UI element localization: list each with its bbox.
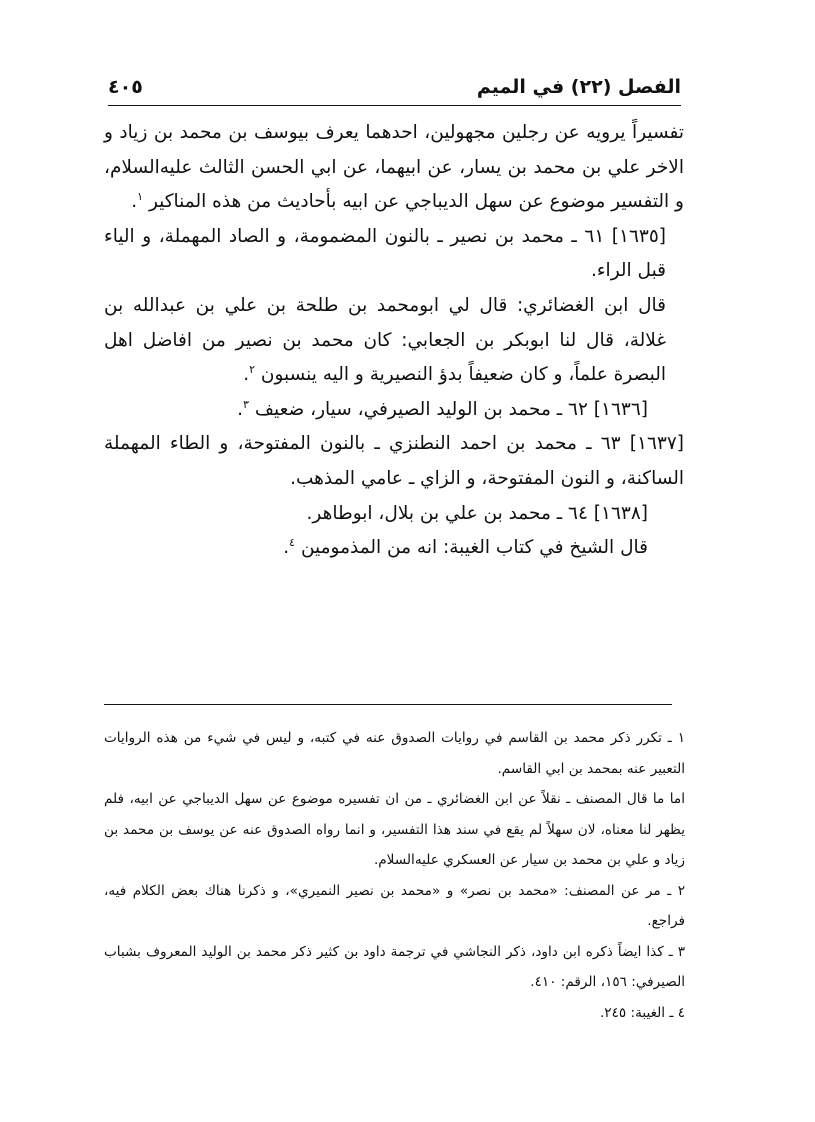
footnotes: [104, 723, 685, 1028]
paragraph-text: قال ابن الغضائري: قال لي ابومحمد بن طلحة بن علي بن عبدالله بن غلالة، قال لنا ابوبكر بن الجعابي: كان محمد بن نصير من افاضل اهل البصرة علماً، و كان ضعيفاً بدؤ النصيرية و اليه ينسبون: [104, 294, 666, 386]
paragraph: تفسيراً يرويه عن رجلين مجهولين، احدهما يعرف بيوسف بن محمد بن زياد و الاخر علي بن محمد بن يسار، عن ابيهما، عن ابي الحسن الثالث عليه‌السلام، و التفسير موضوع عن سهل الديباجي عن ابيه بأحاديث من هذه المناكير $^١$.: [104, 122, 684, 213]
entry-1638: [١٦٣٨] ٦٤ ـ محمد بن علي بن بلال، ابوطاهر.: [306, 502, 648, 524]
chapter-title: الفصل (٢٢) في الميم: [476, 76, 681, 98]
footnote-1: ١ ـ تكرر ذكر محمد بن القاسم في روايات الصدوق عنه في كتبه، و ليس في شيء من هذه الروايات التعبير عنه بمحمد بن ابي القاسم.: [104, 730, 685, 777]
footnote-1-continued: اما ما قال المصنف ـ نقلاً عن ابن الغضائري ـ من ان تفسيره موضوع عن سهل الديباجي عن ابيه، فلم يظهر لنا معناه، لان سهلاً لم يقع في سند هذا التفسير، و انما رواه الصدوق عنه عن يوسف بن محمد بن زياد و علي بن محمد بن سيار عن العسكري عليه‌السلام.: [104, 791, 685, 868]
main-text: [104, 116, 684, 566]
entry-1636: [١٦٣٦] ٦٢ ـ محمد بن الوليد الصيرفي، سيار، ضعيف $^٣$.: [237, 397, 648, 420]
page-header: [108, 72, 681, 106]
footnote-ref[interactable]: ٢: [249, 363, 255, 376]
footnote-separator: [104, 704, 672, 705]
footnote-ref[interactable]: ٣: [243, 397, 249, 411]
paragraph-text: قال الشيخ في كتاب الغيبة: انه من المذمومين: [300, 537, 648, 559]
entry-1635: [١٦٣٥] ٦١ ـ محمد بن نصير ـ بالنون المضمومة، و الصاد المهملة، و الياء قبل الراء.: [104, 225, 666, 282]
entry-text: [١٦٣٦] ٦٢ ـ محمد بن الوليد الصيرفي، سيار، ضعيف: [254, 398, 648, 420]
footnote-3: ٣ ـ كذا ايضاً ذكره ابن داود، ذكر النجاشي في ترجمة داود بن كثير ذكر محمد بن الوليد المعروف بشباب الصيرفي: ١٥٦، الرقم: ٤١٠.: [104, 943, 685, 990]
paragraph: قال ابن الغضائري: قال لي ابومحمد بن طلحة بن علي بن عبدالله بن غلالة، قال لنا ابوبكر بن الجعابي: كان محمد بن نصير من افاضل اهل البصرة علماً، و كان ضعيفاً بدؤ النصيرية و اليه ينسبون $^٢$.: [104, 294, 666, 386]
page-number: ٤٠٥: [108, 76, 143, 98]
footnote-ref[interactable]: ٤: [289, 535, 296, 549]
footnote-2: ٢ ـ مر عن المصنف: «محمد بن نصر» و «محمد بن نصير النميري»، و ذكرنا هناك بعض الكلام فيه، فراجع.: [104, 882, 685, 929]
footnote-4: ٤ ـ الغيبة: ٢٤٥.: [599, 1004, 685, 1021]
entry-1637: [١٦٣٧] ٦٣ ـ محمد بن احمد النطنزي ـ بالنون المفتوحة، و الطاء المهملة الساكنة، و النون المفتوحة، و الزاي ـ عامي المذهب.: [104, 433, 684, 489]
footnote-ref[interactable]: ١: [137, 190, 144, 204]
paragraph-text: تفسيراً يرويه عن رجلين مجهولين، احدهما يعرف بيوسف بن محمد بن زياد و الاخر علي بن محمد بن يسار، عن ابيهما، عن ابي الحسن الثالث عليه‌السلام، و التفسير موضوع عن سهل الديباجي عن ابيه بأحاديث من هذه المناكير: [104, 122, 684, 213]
paragraph: قال الشيخ في كتاب الغيبة: انه من المذمومين $^٤$.: [283, 535, 648, 559]
header-rule: [108, 105, 681, 106]
